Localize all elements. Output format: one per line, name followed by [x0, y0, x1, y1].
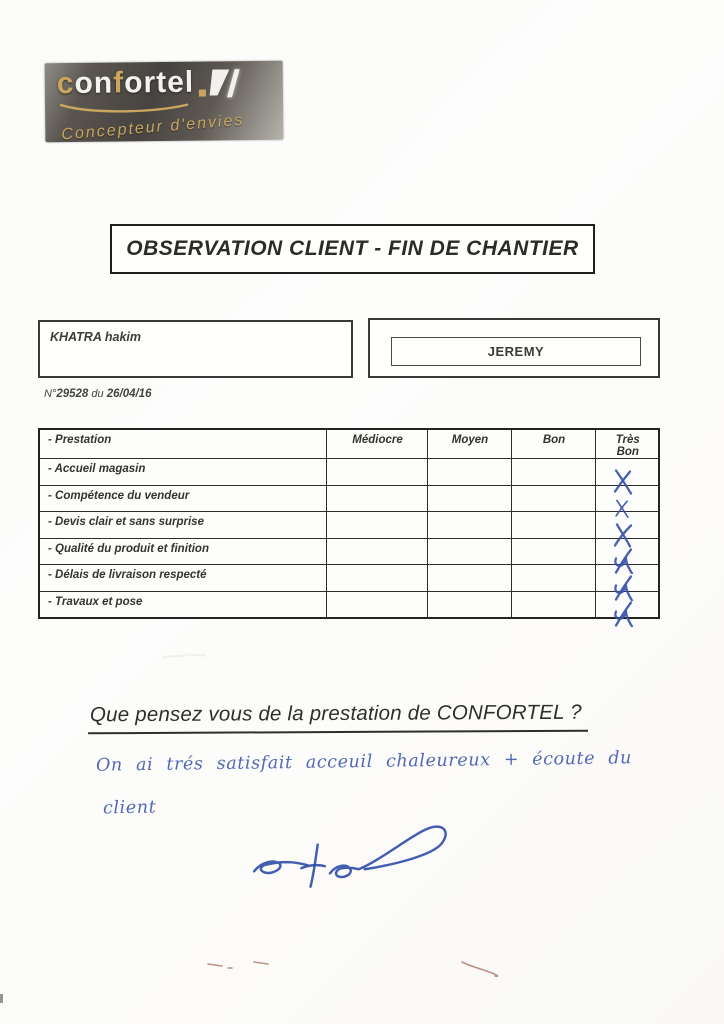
- scan-edge-artifact: [0, 994, 3, 1003]
- column-header-mediocre: Médiocre: [326, 429, 427, 459]
- handwritten-check-icon: [612, 468, 634, 495]
- reference-number: 29528: [56, 388, 89, 400]
- row-label: - Accueil magasin: [39, 459, 326, 486]
- handwritten-check-icon: [614, 498, 630, 519]
- logo-brand-segment: f: [112, 66, 125, 100]
- logo-brand-segment: ortel: [123, 65, 195, 100]
- logo-tagline: Concepteur d'envies: [60, 111, 245, 144]
- column-header-tres-bon: Très Bon: [595, 429, 659, 459]
- client-signature: [246, 818, 461, 900]
- row-label: - Devis clair et sans surprise: [39, 512, 326, 539]
- feedback-question: Que pensez vous de la prestation de CONFORTEL ?: [88, 701, 588, 735]
- handwritten-answer-line1: On ai trés satisfait acceuil chaleureux + écoute du: [95, 748, 633, 776]
- client-name-box: [38, 320, 353, 378]
- advisor-name-box: [391, 337, 641, 366]
- logo-brand-row: [57, 67, 237, 99]
- logo-swoosh-icon: [59, 102, 189, 115]
- table-row: [39, 565, 659, 592]
- row-label: - Travaux et pose: [39, 591, 326, 618]
- table-row: [39, 591, 659, 618]
- client-name: KHATRA hakim: [50, 330, 141, 344]
- advisor-name: JEREMY: [487, 344, 545, 359]
- column-header-prestation: - Prestation: [39, 429, 326, 459]
- handwritten-answer-line2: client: [102, 797, 157, 819]
- handwritten-check-icon: [612, 574, 634, 601]
- logo-brand-segment: c: [56, 66, 75, 101]
- logo-brand-text: [56, 65, 195, 101]
- rating-table: [38, 428, 660, 619]
- scan-pen-artifacts: [140, 952, 520, 986]
- table-row: [39, 538, 659, 565]
- table-row: [39, 512, 659, 539]
- row-label: - Compétence du vendeur: [39, 485, 326, 512]
- logo-slash-emblem-icon: [199, 69, 236, 97]
- column-header-moyen: Moyen: [427, 429, 511, 459]
- form-title-box: [110, 224, 595, 274]
- handwritten-check-icon: [612, 521, 634, 548]
- handwritten-check-icon: [612, 547, 634, 574]
- logo-brand-segment: on: [74, 66, 114, 100]
- advisor-box: [368, 318, 660, 378]
- logo-gold-dot-icon: [199, 90, 206, 97]
- reference-date: 26/04/16: [106, 388, 152, 400]
- table-row: [39, 485, 659, 512]
- reference-prefix: N°: [44, 388, 57, 400]
- scan-ghost-mark: [160, 650, 208, 662]
- reference-connector: du: [91, 388, 104, 400]
- logo-wedge-icon: [206, 69, 230, 95]
- form-title: OBSERVATION CLIENT - FIN DE CHANTIER: [126, 237, 579, 260]
- column-header-bon: Bon: [511, 429, 595, 459]
- table-header-row: [39, 429, 659, 459]
- table-row: [39, 459, 659, 486]
- handwritten-check-icon: [612, 600, 634, 627]
- row-label: - Délais de livraison respecté: [39, 565, 326, 592]
- row-label: - Qualité du produit et finition: [39, 538, 326, 565]
- confortel-logo: [45, 61, 284, 142]
- order-reference: [44, 388, 151, 400]
- logo-slash-icon: [227, 69, 240, 97]
